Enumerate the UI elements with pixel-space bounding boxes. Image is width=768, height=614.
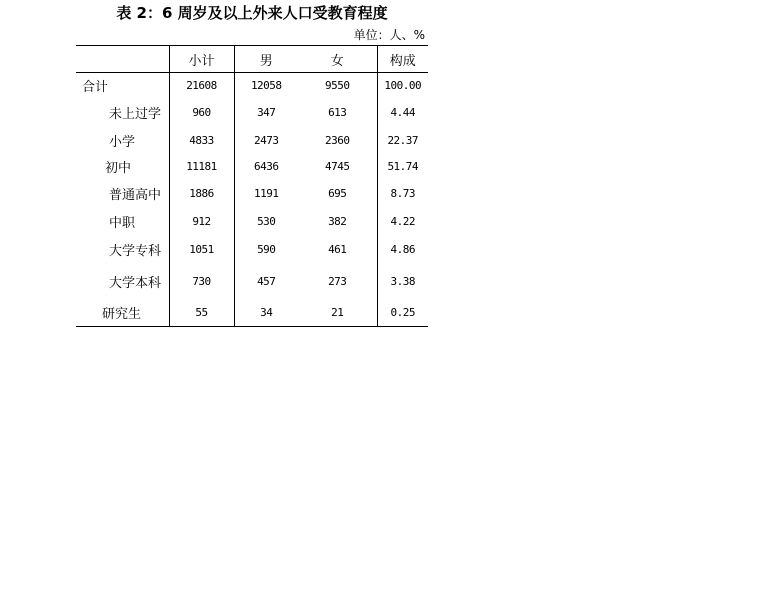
cell-male: 347 <box>234 99 298 127</box>
cell-subtotal: 4833 <box>169 127 234 155</box>
header-row <box>76 46 428 73</box>
cell-subtotal: 730 <box>169 265 234 299</box>
cell-male: 590 <box>234 235 298 265</box>
cell-male: 1191 <box>234 179 298 209</box>
cell-male: 34 <box>234 299 298 327</box>
cell-female: 461 <box>328 243 347 256</box>
cell-subtotal: 55 <box>169 299 234 327</box>
cell-female: 2360 <box>325 134 350 147</box>
row-label: 研究生 <box>102 306 142 322</box>
cell-subtotal: 21608 <box>169 73 234 99</box>
cell-subtotal: 1051 <box>169 235 234 265</box>
cell-subtotal: 912 <box>169 209 234 235</box>
header-female: 女 <box>330 53 344 69</box>
cell-male: 6436 <box>234 155 298 179</box>
cell-share: 0.25 <box>377 299 428 327</box>
cell-male: 12058 <box>234 73 298 99</box>
cell-female: 695 <box>328 187 347 200</box>
cell-share: 4.44 <box>377 99 428 127</box>
table-row <box>76 127 428 155</box>
cell-female: 4745 <box>325 160 350 173</box>
cell-share: 22.37 <box>377 127 428 155</box>
cell-share: 8.73 <box>377 179 428 209</box>
cell-female: 273 <box>328 275 347 288</box>
unit-note: 单位：人、% <box>353 28 425 42</box>
cell-share: 3.38 <box>377 265 428 299</box>
cell-share: 4.86 <box>377 235 428 265</box>
cell-female: 9550 <box>325 79 350 93</box>
row-label: 未上过学 <box>109 107 162 122</box>
table-title: 表 2：6 周岁及以上外来人口受教育程度 <box>116 4 388 22</box>
cell-subtotal: 11181 <box>169 155 234 179</box>
table-row <box>76 73 428 99</box>
header-category <box>76 46 169 73</box>
row-label: 合计 <box>82 80 109 96</box>
table-row <box>76 155 428 179</box>
row-label: 大学专科 <box>109 244 162 259</box>
cell-male: 530 <box>234 209 298 235</box>
cell-subtotal: 960 <box>169 99 234 127</box>
row-label: 大学本科 <box>109 276 162 291</box>
header-subtotal: 小计 <box>169 46 234 73</box>
row-label: 初中 <box>105 161 132 176</box>
cell-share: 100.00 <box>377 73 428 99</box>
cell-share: 4.22 <box>377 209 428 235</box>
row-label: 普通高中 <box>109 188 162 203</box>
table-row <box>76 209 428 235</box>
header-male: 男 <box>234 46 298 73</box>
cell-female: 21 <box>331 305 344 319</box>
cell-female: 382 <box>328 215 347 228</box>
cell-share: 51.74 <box>377 155 428 179</box>
table-row <box>76 99 428 127</box>
table-row <box>76 299 428 327</box>
cell-male: 457 <box>234 265 298 299</box>
cell-subtotal: 1886 <box>169 179 234 209</box>
table-row <box>76 179 428 209</box>
cell-female: 613 <box>328 106 347 119</box>
table-row <box>76 265 428 299</box>
header-share: 构成 <box>377 46 428 73</box>
cell-male: 2473 <box>234 127 298 155</box>
education-table <box>76 45 428 327</box>
row-label: 中职 <box>109 216 136 231</box>
table-row <box>76 235 428 265</box>
row-label: 小学 <box>109 135 136 150</box>
